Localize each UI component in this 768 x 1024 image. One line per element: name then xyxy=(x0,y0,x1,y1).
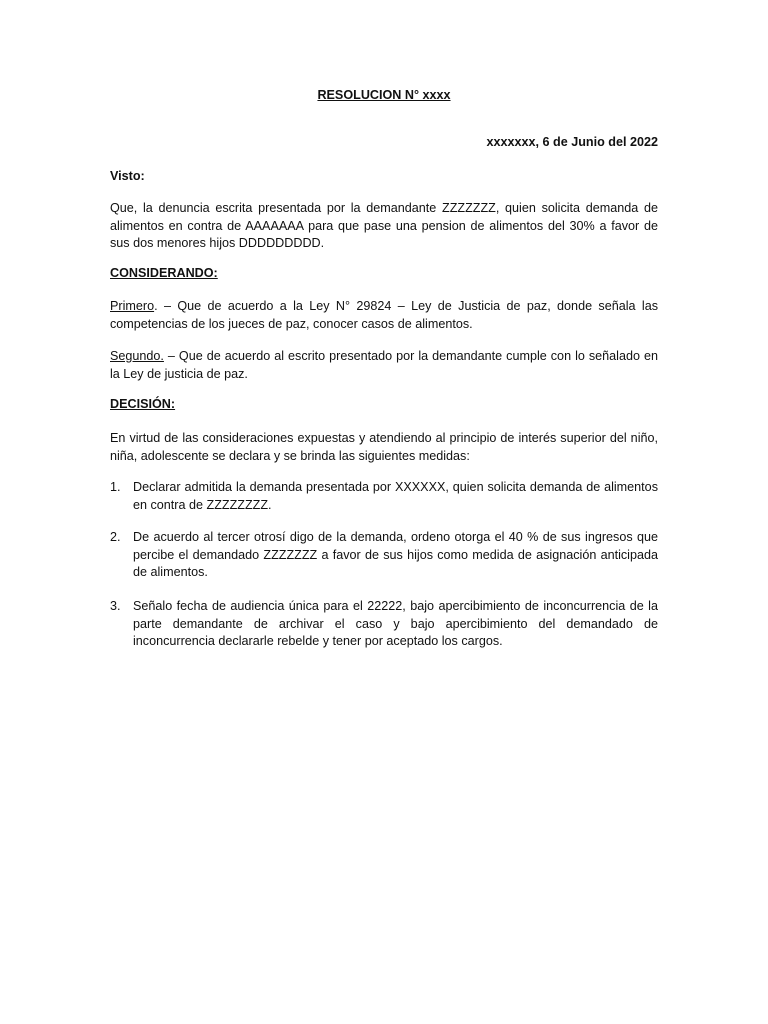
visto-heading: Visto: xyxy=(110,169,145,183)
decision-heading: DECISIÓN: xyxy=(110,397,176,411)
list-item-text: De acuerdo al tercer otrosí digo de la demanda, ordeno otorga el 40 % de sus ingresos que percibe el demandado ZZZZZZZ a favor de sus hijos como medida de asignación anticipada de alimentos. xyxy=(133,530,658,579)
list-item-number: 3. xyxy=(110,599,121,613)
list-item-text: Señalo fecha de audiencia única para el 22222, bajo apercibimiento de inconcurrencia de la parte demandante de archivar el caso y bajo apercibimiento del demandado de inconcurrencia declararle rebelde y tener por aceptado los cargos. xyxy=(133,599,658,648)
segundo-text: – Que de acuerdo al escrito presentado por la demandante cumple con lo señalado en la Ley de justicia de paz. xyxy=(110,349,658,381)
list-item-text: Declarar admitida la demanda presentada por XXXXXX, quien solicita demanda de alimentos en contra de ZZZZZZZZ. xyxy=(133,480,658,512)
date-line: xxxxxxx, 6 de Junio del 2022 xyxy=(486,135,658,149)
primero-text: . – Que de acuerdo a la Ley N° 29824 – Ley de Justicia de paz, donde señala las competencias de los jueces de paz, conocer casos de alimentos. xyxy=(110,299,658,331)
segundo-label: Segundo. xyxy=(110,349,164,363)
segundo-paragraph xyxy=(110,348,658,383)
list-item-number: 2. xyxy=(110,530,121,544)
visto-paragraph: Que, la denuncia escrita presentada por la demandante ZZZZZZZ, quien solicita demanda de alimentos en contra de AAAAAAA para que pase una pension de alimentos del 30% a favor de sus dos menores hijos DDDDDDDDD. xyxy=(110,201,658,250)
considerando-heading: CONSIDERANDO: xyxy=(110,266,218,280)
decision-intro: En virtud de las consideraciones expuestas y atendiendo al principio de interés superior del niño, niña, adolescente se declara y se brinda las siguientes medidas: xyxy=(110,431,658,463)
document-title: RESOLUCION N° xxxx xyxy=(317,88,451,102)
list-item-number: 1. xyxy=(110,480,121,494)
document-page xyxy=(110,0,658,1024)
primero-paragraph xyxy=(110,298,658,333)
primero-label: Primero xyxy=(110,299,155,313)
